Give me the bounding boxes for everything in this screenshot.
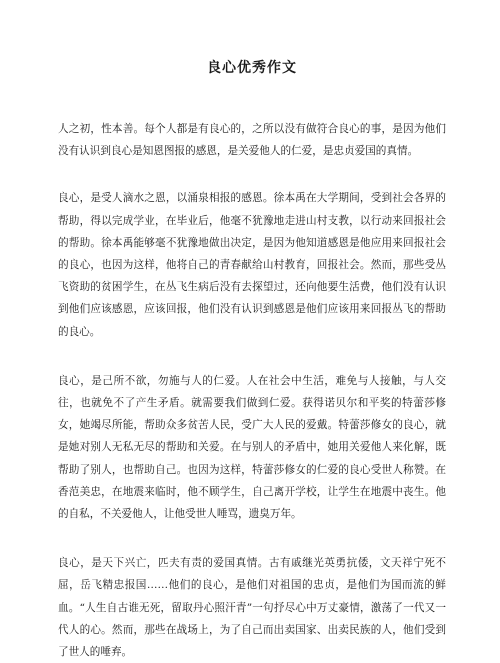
paragraph-intro: 人之初，性本善。每个人都是有良心的，之所以没有做符合良心的事，是因为他们没有认识到良心是知恩图报的感恩，是关爱他人的仁爱，是忠贞爱国的真情。 [58, 123, 446, 158]
document-title: 良心优秀作文 [207, 60, 297, 76]
paragraph-patriotism: 良心，是天下兴亡，匹夫有责的爱国真情。古有戚继光英勇抗倭，文天祥宁死不屈，岳飞精忠报国……他们的良心，是他们对祖国的忠贞，是他们为国而流的鲜血。“人生自古谁无死，留取丹心照汗青”一句抒尽心中万丈豪情，激荡了一代又一代人的心。然而，那些在战场上，为了自己而出卖国家、出卖民族的人，他们受到了世人的唾弃。 [58, 557, 446, 659]
paragraph-benevolence: 良心，是己所不欲，勿施与人的仁爱。人在社会中生活，难免与人接触，与人交往，也就免不了产生矛盾。就需要我们做到仁爱。获得诺贝尔和平奖的特蕾莎修女，她竭尽所能，帮助众多贫苦人民，受广大人民的爱戴。特蕾莎修女的良心，就是她对别人无私无尽的帮助和关爱。在与别人的矛盾中，她用关爱他人来化解，既帮助了别人，也帮助自己。也因为这样，特蕾莎修女的仁爱的良心受世人称赞。在香范美忠，在地震来临时，他不顾学生，自己离开学校，让学生在地震中丧生。他的自私，不关爱他人，让他受世人唾骂，遗臭万年。 [58, 374, 446, 521]
paragraph-gratitude: 良心，是受人滴水之恩，以涌泉相报的感恩。徐本禹在大学期间，受到社会各界的帮助，得以完成学业，在毕业后，他毫不犹豫地走进山村支教，以行动来回报社会的帮助。徐本禹能够毫不犹豫地做出决定，是因为他知道感恩是他应用来回报社会的良心，也因为这样，他将自己的青春献给山村教育，回报社会。然而，那些受丛飞资助的贫困学生，在丛飞生病后没有去探望过，还向他要生活费，他们没有认识到他们应该感恩，应该回报，他们没有认识到感恩是他们应该用来回报丛飞的帮助的良心。 [58, 192, 446, 338]
